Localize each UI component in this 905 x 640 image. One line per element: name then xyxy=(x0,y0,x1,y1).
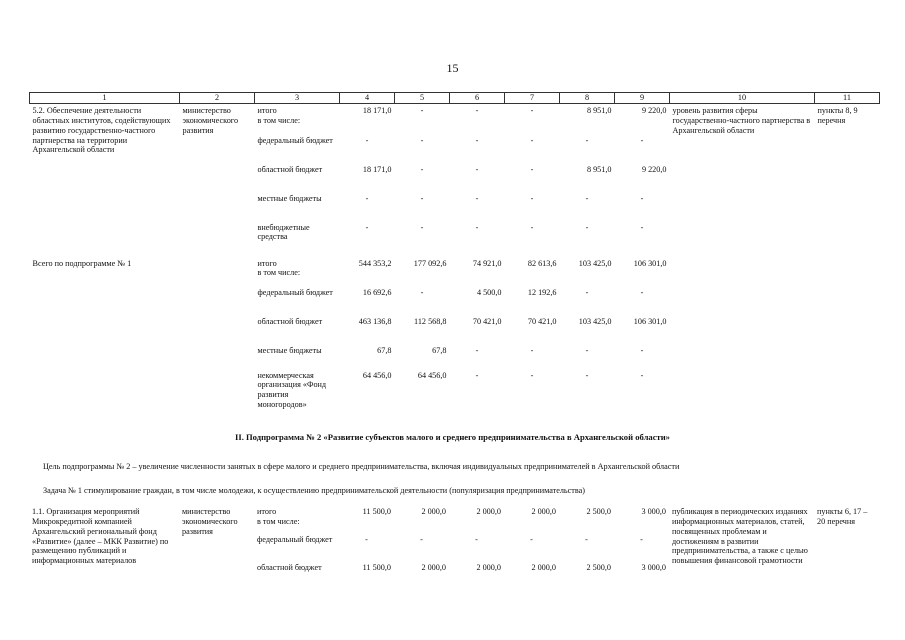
value-cell: 8 951,0 xyxy=(586,164,612,174)
value-cell: - xyxy=(420,287,424,297)
column-header: 7 xyxy=(505,93,560,104)
value-cell: 64 456,0 xyxy=(362,370,392,380)
value-cell: - xyxy=(640,535,643,544)
value-cell: 82 613,6 xyxy=(527,258,557,268)
value-cell: - xyxy=(420,106,424,115)
value-cell: 74 921,0 xyxy=(472,258,502,268)
value-cell: - xyxy=(365,135,369,145)
expected-result: публикация в периодических изданиях информационных материалов, статей, посвященных проблемам и достижениям в развитии предпринимательства, а также с целью повышения финансовой грамотности xyxy=(672,507,808,566)
value-cell: - xyxy=(420,535,423,544)
value-cell: 9 220,0 xyxy=(641,164,667,174)
executor: министерство экономического развития xyxy=(182,507,238,536)
value-cell: - xyxy=(475,370,479,380)
value-cell: - xyxy=(365,193,369,203)
value-cell: - xyxy=(585,370,589,380)
activity-title: 5.2. Обеспечение деятельности областных институтов, содействующих развитию государственно-частного партнерства на территории Архангельской области xyxy=(32,106,171,155)
value-cell: - xyxy=(475,135,479,145)
block-5-2 xyxy=(30,104,880,257)
subprogram-2-table xyxy=(29,505,879,589)
value-cell: - xyxy=(530,222,534,232)
value-cell: 103 425,0 xyxy=(578,258,612,268)
funding-source: областной бюджет xyxy=(257,563,322,572)
funding-source: областной бюджет xyxy=(257,164,323,174)
value-cell: 2 000,0 xyxy=(421,507,446,516)
column-header: 6 xyxy=(450,93,505,104)
value-cell: - xyxy=(640,193,644,203)
value-cell: - xyxy=(475,222,479,232)
value-cell: - xyxy=(530,135,534,145)
subprogram-goal: Цель подпрограммы № 2 – увеличение численности занятых в сфере малого и среднего предпринимательства, включая индивидуальных предпринимателей в Архангельской области xyxy=(43,462,680,471)
value-cell: 106 301,0 xyxy=(633,258,667,268)
value-cell: - xyxy=(640,345,644,355)
value-cell: - xyxy=(475,345,479,355)
value-cell: - xyxy=(585,222,589,232)
executor: министерство экономического развития xyxy=(182,106,239,135)
budget-table xyxy=(29,92,880,415)
value-cell: - xyxy=(530,164,534,174)
header-row xyxy=(30,93,880,104)
table-row xyxy=(30,257,880,286)
value-cell: - xyxy=(475,106,479,115)
value-cell: 2 000,0 xyxy=(421,563,446,572)
value-cell: 12 192,6 xyxy=(527,287,557,297)
value-cell: 18 171,0 xyxy=(362,106,392,115)
funding-source: итого в том числе: xyxy=(257,106,301,125)
value-cell: 3 000,0 xyxy=(641,507,666,516)
value-cell: - xyxy=(530,535,533,544)
value-cell: - xyxy=(585,193,589,203)
value-cell: 9 220,0 xyxy=(641,106,667,115)
value-cell: - xyxy=(365,222,369,232)
value-cell: 2 000,0 xyxy=(476,507,501,516)
value-cell: 11 500,0 xyxy=(362,507,391,516)
value-cell: 16 692,6 xyxy=(362,287,392,297)
reference: пункты 6, 17 – 20 перечня xyxy=(817,507,868,526)
reference: пункты 8, 9 перечня xyxy=(817,106,858,125)
value-cell: 70 421,0 xyxy=(527,316,557,326)
value-cell: 544 353,2 xyxy=(358,258,392,268)
value-cell: 67,8 xyxy=(377,345,392,355)
funding-source: местные бюджеты xyxy=(257,345,322,355)
table-row xyxy=(29,505,879,533)
value-cell: 70 421,0 xyxy=(472,316,502,326)
value-cell: 2 500,0 xyxy=(586,507,611,516)
value-cell: - xyxy=(640,135,644,145)
value-cell: - xyxy=(530,106,534,115)
value-cell: 2 500,0 xyxy=(586,563,611,572)
value-cell: - xyxy=(420,222,424,232)
value-cell: - xyxy=(640,287,644,297)
column-header: 4 xyxy=(340,93,395,104)
funding-source: внебюджетные средства xyxy=(257,222,310,242)
value-cell: - xyxy=(530,345,534,355)
subprogram-1-total xyxy=(30,257,880,415)
column-header: 2 xyxy=(180,93,255,104)
value-cell: - xyxy=(365,535,368,544)
value-cell: - xyxy=(475,193,479,203)
value-cell: - xyxy=(585,345,589,355)
table-row xyxy=(30,104,880,134)
funding-source: областной бюджет xyxy=(257,316,323,326)
column-header: 9 xyxy=(615,93,670,104)
value-cell: - xyxy=(640,370,644,380)
value-cell: 112 568,8 xyxy=(414,316,447,326)
value-cell: - xyxy=(585,287,589,297)
value-cell: 18 171,0 xyxy=(362,164,392,174)
funding-source: итого в том числе: xyxy=(257,507,300,526)
column-header: 5 xyxy=(395,93,450,104)
page-number: 15 xyxy=(446,61,459,75)
column-header: 11 xyxy=(815,93,880,104)
task-description: Задача № 1 стимулирование граждан, в том числе молодежи, к осуществлению предпринимательской деятельности (популяризация предпринимательства) xyxy=(43,486,585,495)
section-title: II. Подпрограмма № 2 «Развитие субъектов малого и среднего предпринимательства в Архангельской области» xyxy=(235,432,670,442)
column-header: 1 xyxy=(30,93,180,104)
value-cell: 8 951,0 xyxy=(586,106,612,115)
block-1-1 xyxy=(29,505,879,589)
column-header: 8 xyxy=(560,93,615,104)
expected-result: уровень развития сферы государственно-частного партнерства в Архангельской области xyxy=(672,106,811,135)
value-cell: - xyxy=(640,222,644,232)
value-cell: 103 425,0 xyxy=(578,316,612,326)
funding-source: федеральный бюджет xyxy=(257,535,333,544)
funding-source: местные бюджеты xyxy=(257,193,322,203)
value-cell: 463 136,8 xyxy=(358,316,392,326)
value-cell: 2 000,0 xyxy=(531,507,556,516)
column-header: 10 xyxy=(670,93,815,104)
value-cell: 2 000,0 xyxy=(531,563,556,572)
value-cell: 3 000,0 xyxy=(641,563,666,572)
value-cell: - xyxy=(475,164,479,174)
value-cell: 106 301,0 xyxy=(633,316,667,326)
column-header: 3 xyxy=(255,93,340,104)
value-cell: 64 456,0 xyxy=(417,370,447,380)
value-cell: - xyxy=(420,164,424,174)
value-cell: - xyxy=(420,193,424,203)
value-cell: - xyxy=(530,370,534,380)
activity-title: 1.1. Организация мероприятий Микрокредитной компанией Архангельский региональный фонд «Развитие» (далее – МКК Развитие) по размещению публикаций и информационных материалов xyxy=(32,507,169,566)
value-cell: - xyxy=(420,135,424,145)
funding-source: некоммерческая организация «Фонд развития моногородов» xyxy=(257,370,327,410)
value-cell: - xyxy=(585,135,589,145)
value-cell: - xyxy=(475,535,478,544)
funding-source: федеральный бюджет xyxy=(257,287,333,297)
value-cell: 2 000,0 xyxy=(476,563,501,572)
value-cell: 4 500,0 xyxy=(476,287,502,297)
value-cell: - xyxy=(585,535,588,544)
value-cell: 11 500,0 xyxy=(362,563,391,572)
value-cell: 67,8 xyxy=(432,345,447,355)
total-title: Всего по подпрограмме № 1 xyxy=(32,258,132,268)
funding-source: итого в том числе: xyxy=(257,258,301,278)
value-cell: - xyxy=(530,193,534,203)
funding-source: федеральный бюджет xyxy=(257,135,333,145)
value-cell: 177 092,6 xyxy=(413,258,447,268)
